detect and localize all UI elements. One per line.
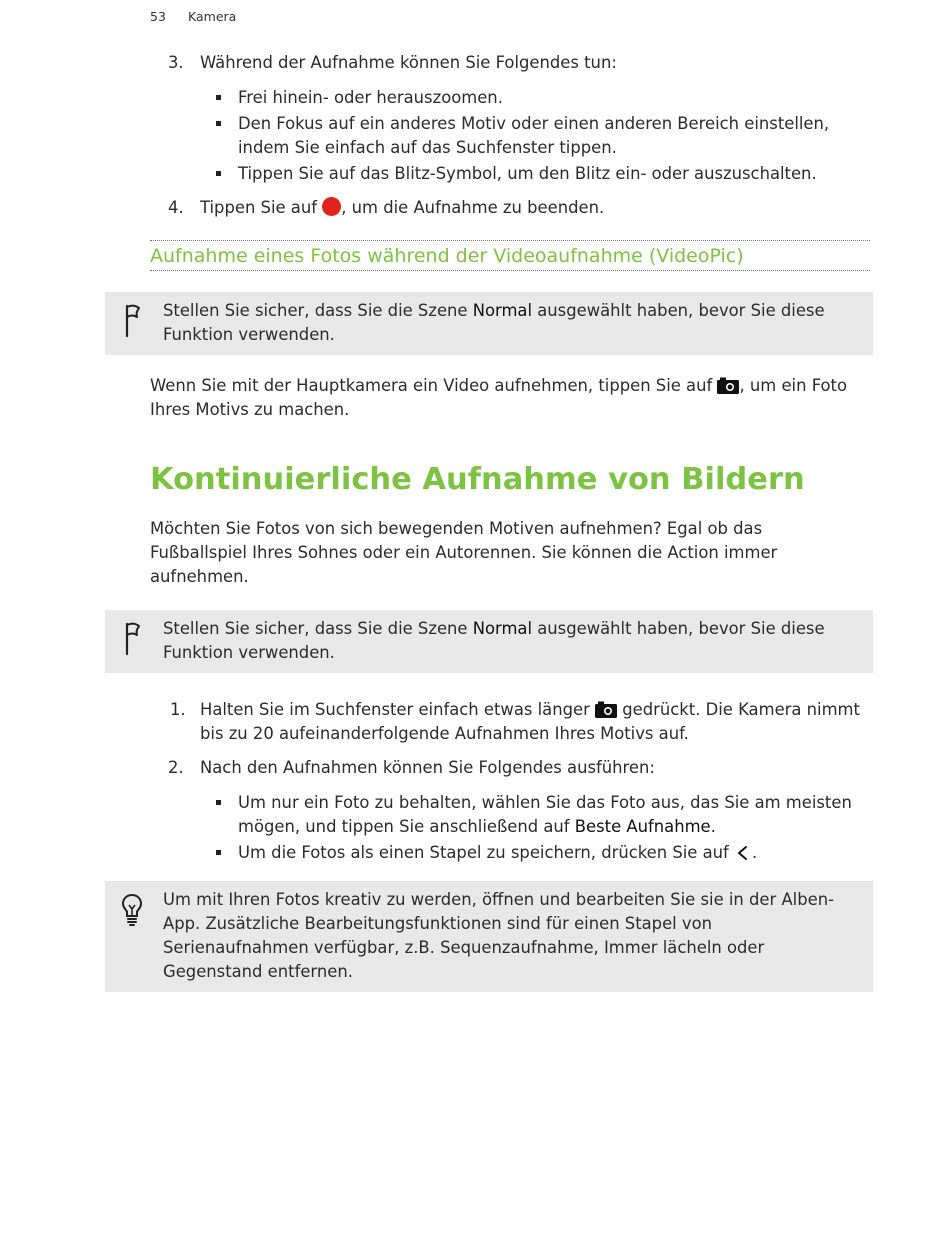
scene-normal-label: Normal [472,619,533,638]
tip-line4: Gegenstand entfernen. [163,962,353,981]
bullet-focus-line1: Den Fokus auf ein anderes Motiv oder einen anderen Bereich einstellen, [238,114,830,133]
lightbulb-icon [120,892,144,932]
note-text-line2: Funktion verwenden. [163,643,335,662]
note-text-before: Stellen Sie sicher, dass Sie die Szene [163,301,473,320]
step-1-number: 1. [170,700,186,719]
flag-icon [122,620,142,660]
note-text-line1 [163,617,825,641]
bullet-flash: Tippen Sie auf das Blitz-Symbol, um den Blitz ein- oder auszuschalten. [238,164,817,183]
bullet-marker [216,850,221,855]
step-4-text-after: , um die Aufnahme zu beenden. [341,198,605,217]
note-text-line1 [163,299,825,323]
bullet-marker [216,95,221,100]
para-text-after: , um ein Foto [739,376,848,395]
tip-box [105,881,873,992]
tip-line2: App. Zusätzliche Bearbeitungsfunktionen sind für einen Stapel von [163,914,713,933]
note-text-line2: Funktion verwenden. [163,325,335,344]
note-text-before: Stellen Sie sicher, dass Sie die Szene [163,619,473,638]
page-header [150,9,236,24]
bullet-marker [216,121,221,126]
step-4-text [200,196,604,220]
divider-top [150,240,870,241]
bullet-keep-text-after: . [710,817,716,836]
record-stop-icon [322,197,341,216]
step-1-text-before: Halten Sie im Suchfenster einfach etwas länger [200,700,596,719]
bullet-keep-text-before: mögen, und tippen Sie anschließend auf [238,817,575,836]
para-text-before: Wenn Sie mit der Hauptkamera ein Video aufnehmen, tippen Sie auf [150,376,718,395]
step-3-number: 3. [168,53,184,72]
page-number: 53 [150,9,166,24]
bullet-stack-text-after: . [752,843,758,862]
videopic-para-line1 [150,374,847,401]
bullet-keep-line2 [238,815,716,839]
tip-line3: Serienaufnahmen verfügbar, z.B. Sequenzaufnahme, Immer lächeln oder [163,938,765,957]
videopic-heading: Aufnahme eines Fotos während der Videoaufnahme (VideoPic) [150,245,744,267]
videopic-para-line2: Ihres Motivs zu machen. [150,400,350,419]
bullet-marker [216,800,221,805]
section-heading: Kontinuierliche Aufnahme von Bildern [150,462,805,497]
best-shot-label: Beste Aufnahme [574,817,711,836]
scene-normal-label: Normal [472,301,533,320]
bullet-focus-line2: indem Sie einfach auf das Suchfenster tippen. [238,138,617,157]
step-2-number: 2. [168,758,184,777]
divider-bottom [150,270,870,271]
step-4-number: 4. [168,198,184,217]
back-arrow-icon [736,844,750,868]
section-name: Kamera [188,9,237,24]
step-1-line1 [200,698,860,725]
note-text-after: ausgewählt haben, bevor Sie diese [532,619,825,638]
flag-icon [122,302,142,342]
step-4-text-before: Tippen Sie auf [200,198,318,217]
step-1-line2: bis zu 20 aufeinanderfolgende Aufnahmen Ihres Motivs auf. [200,724,689,743]
note-box-burst [105,610,873,673]
camera-icon [717,377,739,401]
intro-line3: aufnehmen. [150,567,249,586]
bullet-stack-text-before: Um die Fotos als einen Stapel zu speichern, drücken Sie auf [238,843,729,862]
bullet-zoom: Frei hinein- oder herauszoomen. [238,88,503,107]
intro-line2: Fußballspiel Ihres Sohnes oder ein Autorennen. Sie können die Action immer [150,543,778,562]
tip-line1: Um mit Ihren Fotos kreativ zu werden, öffnen und bearbeiten Sie sie in der Alben- [163,890,835,909]
bullet-stack [238,841,757,868]
bullet-keep-line1: Um nur ein Foto zu behalten, wählen Sie das Foto aus, das Sie am meisten [238,793,852,812]
step-2-text: Nach den Aufnahmen können Sie Folgendes ausführen: [200,758,655,777]
note-text-after: ausgewählt haben, bevor Sie diese [532,301,825,320]
note-box-videopic [105,292,873,355]
step-1-text-after: gedrückt. Die Kamera nimmt [617,700,860,719]
intro-line1: Möchten Sie Fotos von sich bewegenden Motiven aufnehmen? Egal ob das [150,519,763,538]
bullet-marker [216,171,221,176]
step-3-text: Während der Aufnahme können Sie Folgendes tun: [200,53,617,72]
